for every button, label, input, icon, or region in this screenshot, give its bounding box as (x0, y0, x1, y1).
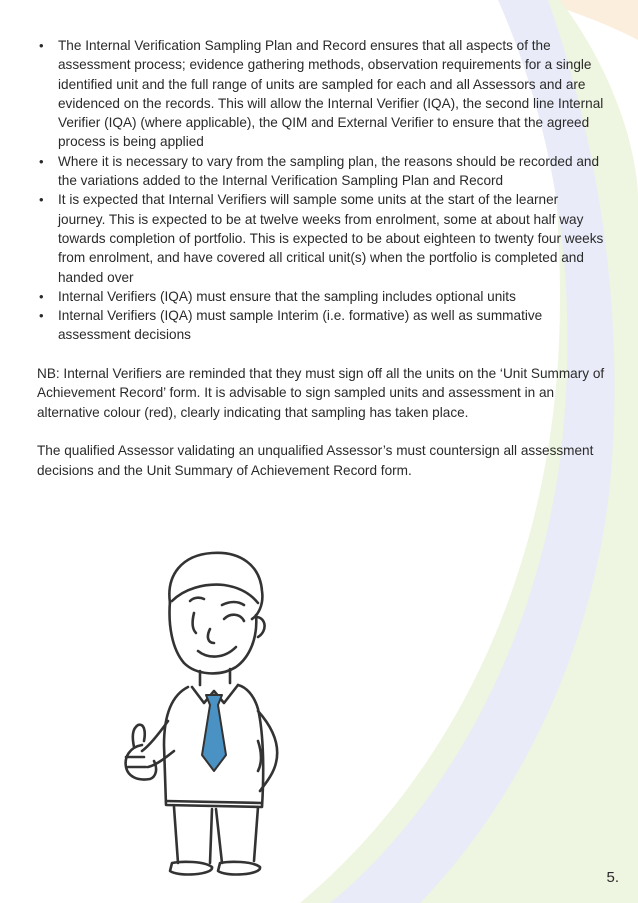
bullet-item: • It is expected that Internal Verifiers will sample some units at the start of the learner journey. This is expected to be at twelve weeks from enrolment, some at about half way towards completion of portfolio. This is expected to be about eighteen to twenty four weeks from enrolment, and have covered all critical unit(s) when the portfolio is completed and handed over (37, 190, 605, 286)
assessor-paragraph: The qualified Assessor validating an unqualified Assessor’s must countersign all assessment decisions and the Unit Summary of Achievement Record form. (37, 443, 594, 478)
left-shoe (170, 862, 212, 875)
winking-eye (224, 615, 244, 621)
body-text (37, 36, 605, 480)
smile (198, 647, 236, 657)
nb-paragraph: NB: Internal Verifiers are reminded that they must sign off all the units on the ‘Unit Summary of Achievement Record’ form. It is advisable to sign sampled units and assessment in an alternative colour (red), clearly indicating that sampling has taken place. (37, 366, 605, 420)
bullet-item: • Internal Verifiers (IQA) must ensure that the sampling includes optional units (37, 287, 605, 306)
bullet-item: • Where it is necessary to vary from the sampling plan, the reasons should be recorded and the variations added to the Internal Verification Sampling Plan and Record (37, 152, 605, 191)
legs (174, 807, 258, 863)
nose (208, 629, 214, 643)
page-number: 5. (606, 869, 619, 886)
head (170, 601, 257, 673)
right-shoe (218, 862, 260, 875)
thumbs-up-businessman-icon (112, 545, 312, 885)
left-eye (193, 613, 196, 633)
fist (126, 745, 156, 780)
bullet-item: • The Internal Verification Sampling Plan and Record ensures that all aspects of the assessment process; evidence gathering methods, observation requirements for a single identified unit and the full range of units are sampled for each and all Assessors and are evidenced on the records. This will allow the Internal Verifier (IQA), the second line Internal Verifier (IQA) (where applicable), the QIM and External Verifier to ensure that the agreed process is being applied (37, 36, 605, 152)
bullet-list (37, 36, 605, 345)
tie (202, 695, 226, 771)
thumb (133, 725, 145, 747)
bullet-item: • Internal Verifiers (IQA) must sample Interim (i.e. formative) as well as summative assessment decisions (37, 306, 605, 345)
